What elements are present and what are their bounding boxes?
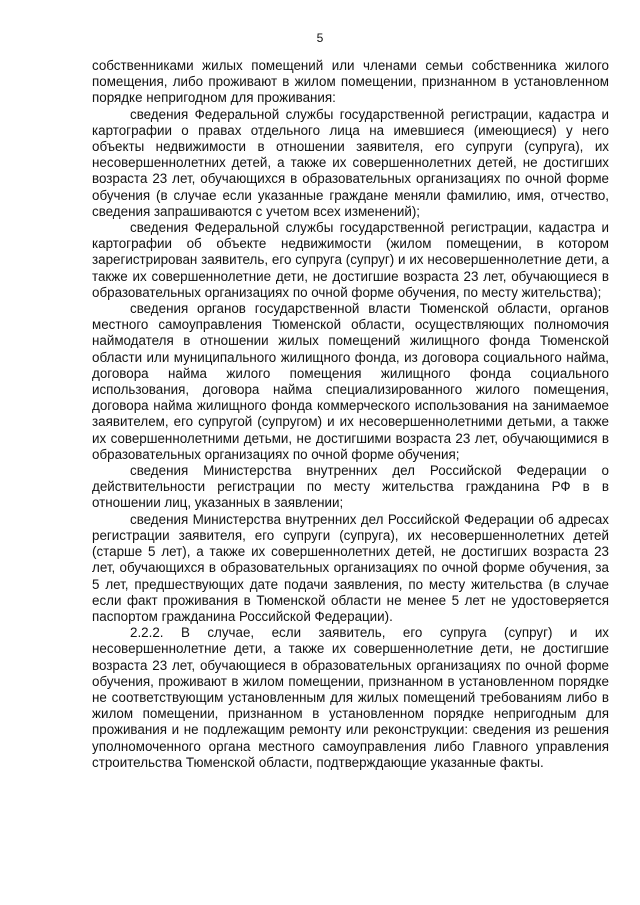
paragraph-mvd-validity: сведения Министерства внутренних дел Российской Федерации о действительности регистрации по месту жительства гражданина РФ в в отношении лиц, указанных в заявлении;: [92, 463, 609, 511]
paragraph-section-2-2-2: 2.2.2. В случае, если заявитель, его супруга (супруг) и их несовершеннолетние дети, а также их совершеннолетние дети, не достигшие возраста 23 лет, обучающиеся в образовательных организациях по очной форме обучения, проживают в жилом помещении, признанном в установленном порядке не соответствующим установленным для жилых помещений требованиям либо в жилом помещении, признанном в установленном порядке непригодным для проживания и не подлежащим ремонту или реконструкции: сведения из решения уполномоченного органа местного самоуправления либо Главного управления строительства Тюменской области, подтверждающие указанные факты.: [92, 625, 609, 770]
paragraph-mvd-addresses: сведения Министерства внутренних дел Российской Федерации об адресах регистрации заявителя, его супруги (супруга), их несовершеннолетних детей (старше 5 лет), а также их совершеннолетних детей, не достигших возраста 23 лет, обучающихся в образовательных организациях по очной форме обучения, за 5 лет, предшествующих дате подачи заявления, по месту жительства (в случае если факт проживания в Тюменской области не менее 5 лет не удостоверяется паспортом гражданина Российской Федерации).: [92, 511, 609, 624]
page-number: 5: [316, 31, 324, 45]
paragraph-continuation: собственниками жилых помещений или членами семьи собственника жилого помещения, либо проживают в жилом помещении, признанном в установленном порядке непригодном для проживания:: [92, 58, 609, 106]
paragraph-tyumen-authorities: сведения органов государственной власти Тюменской области, органов местного самоуправления Тюменской области, осуществляющих полномочия наймодателя в отношении жилых помещений жилищного фонда Тюменской области или муниципального жилищного фонда, из договора социального найма, договора найма жилого помещения жилищного фонда социального использования, договора найма специализированного жилого помещения, договора найма жилищного фонда коммерческого использования на занимаемое заявителем, его супругой (супругом) и их несовершеннолетними детьми, а также их совершеннолетними детьми, не достигшими возраста 23 лет, обучающимися в образовательных организациях по очной форме обучения;: [92, 301, 609, 462]
paragraph-rosreestr-property: сведения Федеральной службы государственной регистрации, кадастра и картографии об объекте недвижимости (жилом помещении, в котором зарегистрирован заявитель, его супруга (супруг) и их несовершеннолетние дети, а также их совершеннолетние дети, не достигшие возраста 23 лет, обучающиеся в образовательных организациях по очной форме обучения, по месту жительства);: [92, 220, 609, 300]
paragraph-rosreestr-rights: сведения Федеральной службы государственной регистрации, кадастра и картографии о правах отдельного лица на имевшиеся (имеющиеся) у него объекты недвижимости в отношении заявителя, его супруги (супруга), их несовершеннолетних детей, а также их совершеннолетних детей, не достигших возраста 23 лет, обучающихся в образовательных организациях по очной форме обучения (в случае если указанные граждане меняли фамилию, имя, отчество, сведения запрашиваются с учетом всех изменений);: [92, 106, 609, 219]
document-body: [92, 58, 609, 771]
